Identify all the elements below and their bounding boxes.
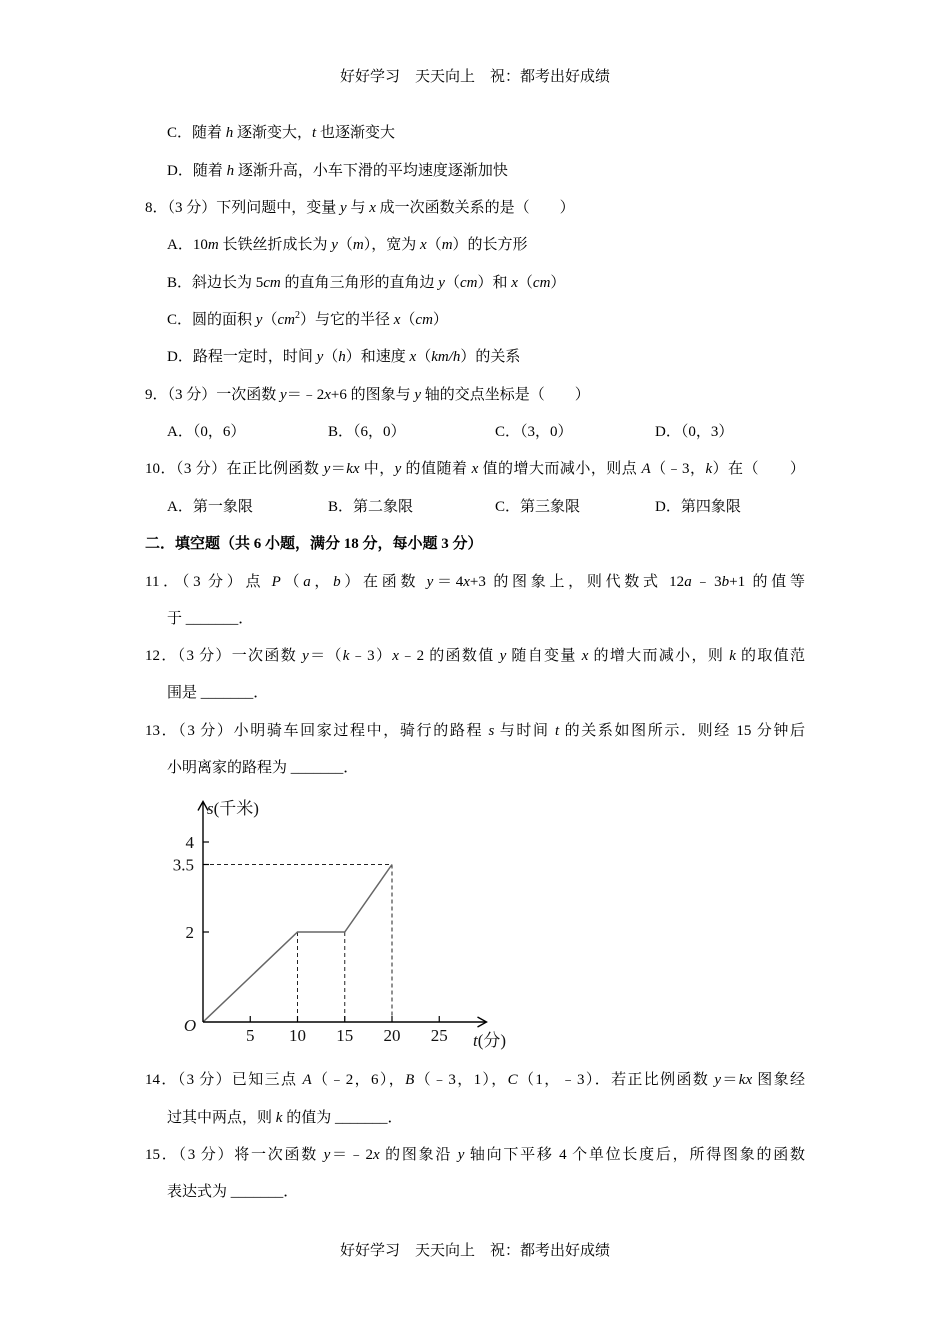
text-run: 的值为 _______． xyxy=(282,1110,403,1126)
y-axis-label xyxy=(207,799,259,818)
math-variable: t xyxy=(555,723,560,739)
text-run: （ xyxy=(262,312,278,328)
text-run: ） xyxy=(432,312,448,328)
math-variable: m xyxy=(207,237,219,253)
math-variable: cm xyxy=(263,275,281,291)
text-run: 值的增大而减小，则点 xyxy=(478,461,642,477)
text-run: B．斜边长为 5 xyxy=(167,275,264,291)
math-variable: cm xyxy=(415,312,433,328)
math-variable: y xyxy=(280,387,287,403)
text-run: 与时间 xyxy=(494,723,556,739)
text-run: 逐渐变大， xyxy=(233,125,313,141)
text-run: ＝（ xyxy=(308,648,343,664)
math-variable: x xyxy=(324,387,331,403)
text-run: 的增大而减小，则 xyxy=(588,648,730,664)
text-run: ）和 xyxy=(477,275,512,291)
math-variable: x xyxy=(463,574,470,590)
x-axis-symbol: t xyxy=(473,1031,478,1050)
math-variable: cm xyxy=(532,275,551,291)
q10-option-a: A．第一象限 xyxy=(167,499,253,515)
math-variable: cm xyxy=(277,312,295,328)
text-run: 8．（3 分）下列问题中，变量 xyxy=(145,200,341,216)
math-variable: x xyxy=(392,648,399,664)
x-tick-label: 10 xyxy=(289,1026,306,1045)
y-tick-label: 2 xyxy=(185,923,194,942)
text-run: （ xyxy=(400,312,416,328)
section-2-title: 二．填空题（共 6 小题，满分 18 分，每小题 3 分） xyxy=(145,536,483,552)
text-run: （ xyxy=(517,275,533,291)
text-run: 与 xyxy=(346,200,370,216)
math-variable: h xyxy=(225,125,234,141)
math-variable: B xyxy=(405,1072,415,1088)
text-run: ）的长方形 xyxy=(452,237,528,253)
q9-stem xyxy=(145,384,590,406)
math-variable: y xyxy=(426,574,434,590)
math-variable: A xyxy=(302,1072,312,1088)
math-variable: a xyxy=(303,574,311,590)
q7-option-c xyxy=(167,122,395,144)
q12-line-1 xyxy=(145,645,805,667)
q10-option-c: C．第三象限 xyxy=(495,499,581,515)
math-variable: x xyxy=(373,1147,380,1163)
text-run: 的图象沿 xyxy=(379,1147,458,1163)
math-variable: y xyxy=(394,461,402,477)
q8-option-d xyxy=(167,346,520,368)
q8-option-c xyxy=(167,309,448,331)
text-run: ）在（ ） xyxy=(712,461,805,477)
x-tick-label: 20 xyxy=(383,1026,401,1045)
text-run: ＝ xyxy=(721,1072,739,1088)
math-variable: y xyxy=(438,275,445,291)
page-footer: 好好学习 天天向上 祝：都考出好成绩 xyxy=(339,1243,610,1259)
math-variable: kx xyxy=(738,1072,753,1088)
q9-option-d: D．（0，3） xyxy=(655,424,734,440)
math-variable: h xyxy=(338,349,346,365)
text-run: 随自变量 xyxy=(506,648,582,664)
text-run: （ xyxy=(416,349,432,365)
text-run: +6 的图象与 xyxy=(330,387,415,403)
text-run: （﹣3，1）， xyxy=(414,1072,508,1088)
text-run: 逐渐升高，小车下滑的平均速度逐渐加快 xyxy=(234,163,508,179)
page-header: 好好学习 天天向上 祝：都考出好成绩 xyxy=(339,69,610,85)
text-run: （ xyxy=(426,237,442,253)
q7-option-d xyxy=(167,160,508,182)
y-tick-label: 3.5 xyxy=(172,855,194,875)
text-run: （ xyxy=(280,574,304,590)
math-variable: k xyxy=(275,1110,283,1126)
q12-line-2 xyxy=(167,682,268,704)
text-run: 14．（3 分）已知三点 xyxy=(145,1072,303,1088)
math-variable: A xyxy=(641,461,651,477)
math-variable: x xyxy=(471,461,479,477)
text-run: ﹣2 的函数值 xyxy=(398,648,500,664)
math-variable: h xyxy=(226,163,235,179)
math-variable: y xyxy=(714,1072,722,1088)
math-variable: y xyxy=(331,237,338,253)
text-run: ＝4 xyxy=(433,574,464,590)
q10-option-d: D．第四象限 xyxy=(655,499,741,515)
text-run: 9．（3 分）一次函数 xyxy=(145,387,281,403)
text-run: （ xyxy=(323,349,339,365)
q10-stem xyxy=(145,458,805,480)
q8-stem xyxy=(145,197,575,219)
q8-option-a xyxy=(167,234,528,256)
text-run: 12．（3 分）一次函数 xyxy=(145,648,303,664)
math-variable: y xyxy=(340,200,347,216)
math-variable: x xyxy=(511,275,518,291)
text-run: （﹣2，6）， xyxy=(311,1072,406,1088)
text-run: C．圆的面积 xyxy=(167,312,256,328)
text-run: 的直角三角形的直角边 xyxy=(280,275,439,291)
math-variable: x xyxy=(420,237,427,253)
text-run: 长铁丝折成长为 xyxy=(218,237,332,253)
origin-label: O xyxy=(183,1016,197,1035)
q9-option-a: A．（0，6） xyxy=(167,424,246,440)
text-run: （﹣3， xyxy=(650,461,706,477)
q8-option-b xyxy=(167,272,565,294)
text-run: 15．（3 分）将一次函数 xyxy=(145,1147,324,1163)
math-variable: y xyxy=(316,349,324,365)
text-run: 的取值范 xyxy=(735,648,805,664)
math-variable: kx xyxy=(346,461,360,477)
text-run: 10．（3 分）在正比例函数 xyxy=(145,461,324,477)
q14-line-2 xyxy=(167,1107,402,1129)
text-run: （ xyxy=(444,275,460,291)
text-run: ） xyxy=(550,275,566,291)
text-run: ）和速度 xyxy=(345,349,410,365)
q14-line-1 xyxy=(145,1069,805,1091)
text-run: 轴向下平移 4 个单位长度后，所得图象的函数 xyxy=(464,1147,805,1163)
q11-line-2 xyxy=(167,608,253,630)
distance-time-chart xyxy=(150,790,530,1060)
math-variable: a xyxy=(684,574,692,590)
text-run: A．10 xyxy=(167,237,208,253)
math-variable: C xyxy=(507,1072,518,1088)
text-run: ＝﹣2 xyxy=(286,387,325,403)
text-run: D．路程一定时，时间 xyxy=(167,349,317,365)
math-variable: x xyxy=(409,349,417,365)
text-run: 小明离家的路程为 _______． xyxy=(167,760,359,776)
math-variable: b xyxy=(721,574,730,590)
text-run: 轴的交点坐标是（ ） xyxy=(421,387,590,403)
y-axis-unit: (千米) xyxy=(213,799,259,818)
text-run: 的值随着 xyxy=(401,461,472,477)
y-axis-symbol: s xyxy=(207,799,214,818)
math-variable: cm xyxy=(459,275,478,291)
text-run: 中， xyxy=(359,461,395,477)
text-run: C．随着 xyxy=(167,125,226,141)
superscript: 2 xyxy=(294,310,300,321)
x-tick-label: 15 xyxy=(336,1026,354,1045)
math-variable: s xyxy=(488,723,495,739)
text-run: +1 的值等 xyxy=(729,574,805,590)
q15-line-2 xyxy=(167,1181,298,1203)
x-axis-label xyxy=(473,1031,506,1050)
text-run: ）的关系 xyxy=(460,349,521,365)
q11-line-1 xyxy=(145,571,805,593)
text-run: ），宽为 xyxy=(363,237,420,253)
math-variable: x xyxy=(393,312,401,328)
math-variable: y xyxy=(302,648,309,664)
text-run: 11．（3 分）点 xyxy=(145,574,272,590)
math-variable: m xyxy=(441,237,453,253)
text-run: 13．（3 分）小明骑车回家过程中，骑行的路程 xyxy=(145,723,489,739)
q9-option-b: B．（6，0） xyxy=(328,424,406,440)
text-run: 过其中两点，则 xyxy=(167,1110,276,1126)
text-run: ）在函数 xyxy=(340,574,427,590)
text-run: ﹣3） xyxy=(349,648,393,664)
text-run: 围是 _______． xyxy=(167,685,269,701)
math-variable: y xyxy=(255,312,263,328)
text-run: 表达式为 _______． xyxy=(167,1184,299,1200)
text-run: ﹣3 xyxy=(691,574,722,590)
math-variable: km/h xyxy=(431,349,461,365)
x-tick-label: 25 xyxy=(430,1026,448,1045)
text-run: D．随着 xyxy=(167,163,227,179)
text-run: ＝ xyxy=(330,461,347,477)
q9-option-c: C．（3，0） xyxy=(495,424,573,440)
q13-line-1 xyxy=(145,720,805,742)
math-variable: P xyxy=(271,574,281,590)
q10-option-b: B．第二象限 xyxy=(328,499,414,515)
math-variable: x xyxy=(581,648,589,664)
math-variable: k xyxy=(729,648,736,664)
math-variable: m xyxy=(352,237,364,253)
text-run: ， xyxy=(310,574,334,590)
x-axis-unit: (分) xyxy=(477,1031,507,1050)
math-variable: b xyxy=(333,574,341,590)
text-run: （ xyxy=(337,237,353,253)
text-run: +3 的图象上，则代数式 12 xyxy=(469,574,685,590)
q15-line-1 xyxy=(145,1144,805,1166)
math-variable: x xyxy=(369,200,376,216)
text-run: 也逐渐变大 xyxy=(316,125,395,141)
text-run: 图象经 xyxy=(752,1072,805,1088)
q13-line-2 xyxy=(167,757,358,779)
y-tick-label: 4 xyxy=(185,833,194,852)
text-run: 的关系如图所示．则经 15 分钟后 xyxy=(559,723,805,739)
text-run: ＝﹣2 xyxy=(330,1147,373,1163)
math-variable: y xyxy=(323,1147,331,1163)
math-variable: y xyxy=(457,1147,465,1163)
x-tick-label: 5 xyxy=(246,1026,255,1045)
math-variable: y xyxy=(499,648,507,664)
text-run: ）与它的半径 xyxy=(299,312,394,328)
text-run: （1，﹣3）．若正比例函数 xyxy=(517,1072,715,1088)
math-variable: y xyxy=(323,461,331,477)
math-variable: k xyxy=(705,461,713,477)
math-variable: k xyxy=(342,648,350,664)
text-run: 于 _______． xyxy=(167,611,254,627)
math-variable: t xyxy=(312,125,317,141)
text-run: 成一次函数关系的是（ ） xyxy=(375,200,575,216)
math-variable: y xyxy=(414,387,422,403)
